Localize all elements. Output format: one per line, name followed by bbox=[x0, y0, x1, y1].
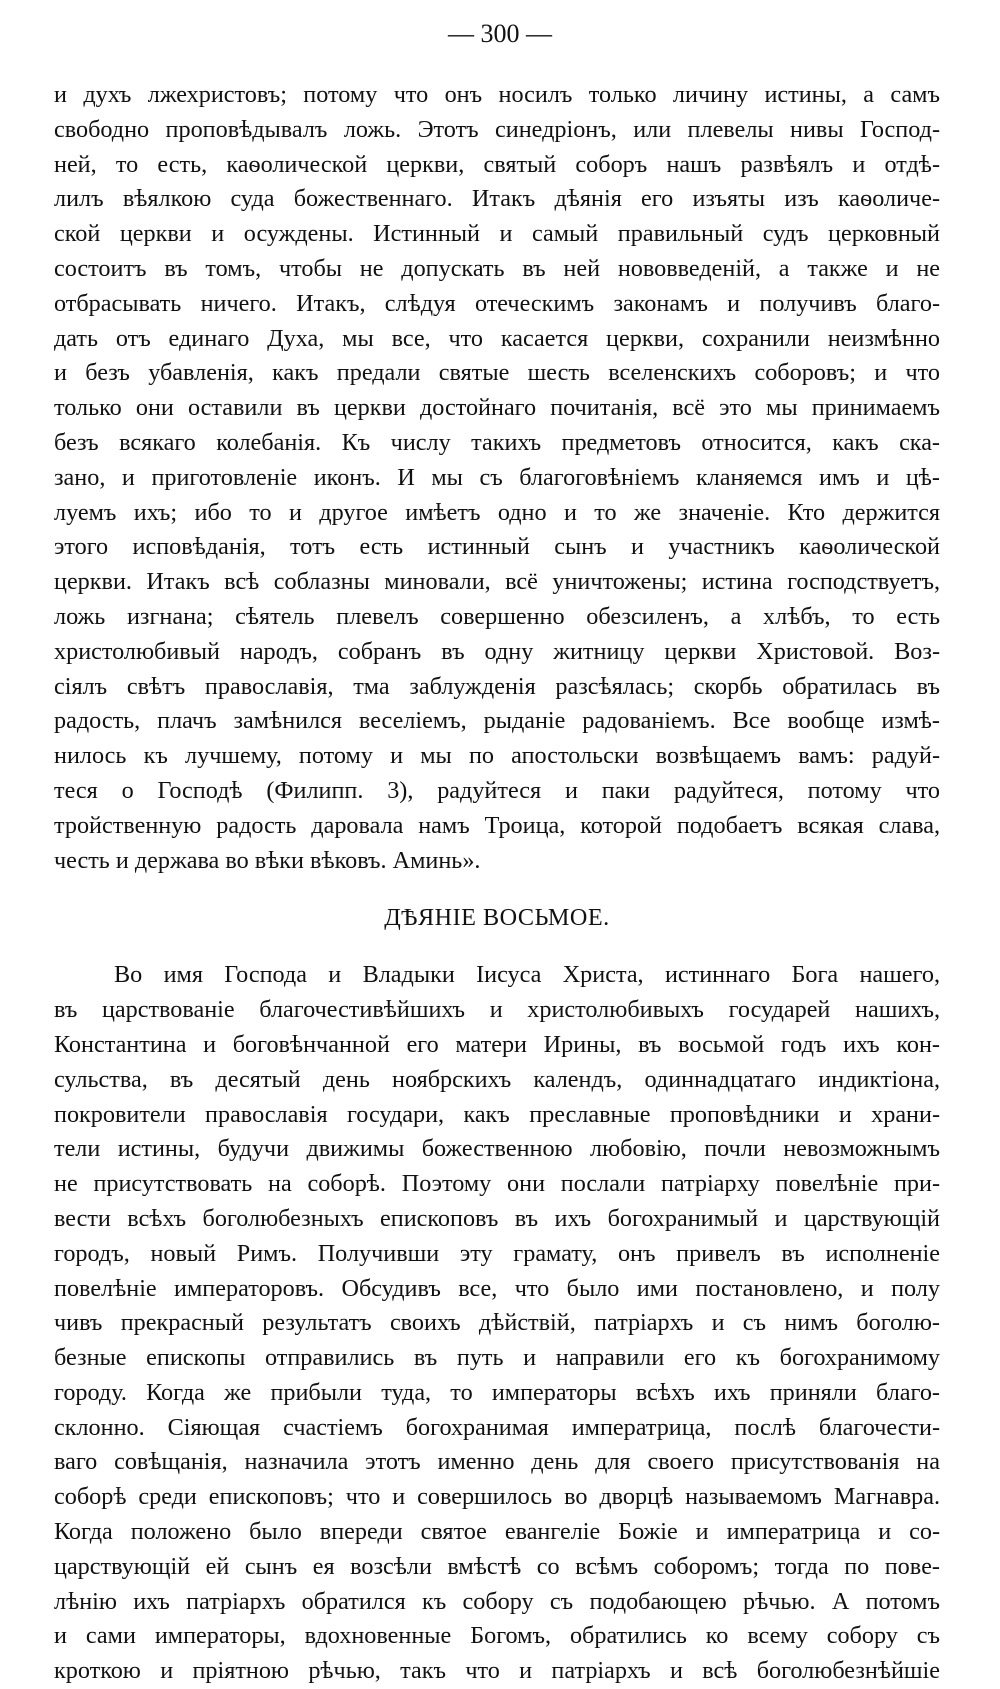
text-line: этого исповѣданія, тотъ есть истинный сынъ и участникъ каѳолической bbox=[54, 533, 940, 561]
text-line: и безъ убавленія, какъ предали святые шесть вселенскихъ соборовъ; и что bbox=[54, 359, 940, 387]
text-line: христолюбивый народъ, собранъ въ одну житницу церкви Христовой. Воз- bbox=[54, 637, 940, 665]
text-line: въ царствованіе благочестивѣйшихъ и христолюбивыхъ государей нашихъ, bbox=[54, 996, 940, 1024]
body-text bbox=[54, 78, 940, 1689]
text-line: отбрасывать ничего. Итакъ, слѣдуя отеческимъ законамъ и получивъ благо- bbox=[54, 289, 940, 317]
text-line: лѣнію ихъ патріархъ обратился къ собору съ подобающею рѣчью. А потомъ bbox=[54, 1587, 940, 1615]
text-line: тройственную радость даровала намъ Троица, которой подобаетъ всякая слава, bbox=[54, 811, 940, 839]
text-line: состоитъ въ томъ, чтобы не допускать въ ней нововведеній, а также и не bbox=[54, 254, 940, 282]
text-line: покровители православія государи, какъ преславные проповѣдники и храни- bbox=[54, 1100, 940, 1128]
text-line: безные епископы отправились въ путь и направили его къ богохранимому bbox=[54, 1344, 940, 1372]
text-line: ской церкви и осуждены. Истинный и самый правильный судъ церковный bbox=[54, 220, 940, 248]
text-line: безъ всякаго колебанія. Къ числу такихъ предметовъ относится, какъ ска- bbox=[54, 428, 940, 456]
text-line: Константина и боговѣнчанной его матери Ирины, въ восьмой годъ ихъ кон- bbox=[54, 1030, 940, 1058]
text-line: церкви. Итакъ всѣ соблазны миновали, всё уничтожены; истина господствуетъ, bbox=[54, 568, 940, 596]
text-line: нилось къ лучшему, потому и мы по апостольски возвѣщаемъ вамъ: радуй- bbox=[54, 742, 940, 770]
text-line: ложь изгнана; сѣятель плевелъ совершенно обезсиленъ, а хлѣбъ, то есть bbox=[54, 602, 940, 630]
text-line: склонно. Сіяющая счастіемъ богохранимая императрица, послѣ благочести- bbox=[54, 1413, 940, 1441]
paragraph-1 bbox=[54, 78, 940, 878]
text-line: и сами императоры, вдохновенные Богомъ, обратились ко всему собору съ bbox=[54, 1622, 940, 1650]
text-line: луемъ ихъ; ибо то и другое имѣетъ одно и то же значеніе. Кто держится bbox=[54, 498, 940, 526]
text-line: чивъ прекрасный результатъ своихъ дѣйствій, патріархъ и съ нимъ боголю- bbox=[54, 1309, 940, 1337]
text-line: лилъ вѣялкою суда божественнаго. Итакъ дѣянія его изъяты изъ каѳоличе- bbox=[54, 185, 940, 213]
text-line: Во имя Господа и Владыки Іисуса Христа, истиннаго Бога нашего, bbox=[114, 961, 940, 989]
text-line: сіялъ свѣтъ православія, тма заблужденія разсѣялась; скорбь обратилась въ bbox=[54, 672, 940, 700]
text-line: тели истины, будучи движимы божественною любовію, почли невозможнымъ bbox=[54, 1135, 940, 1163]
text-line: радость, плачъ замѣнился веселіемъ, рыданіе радованіемъ. Все вообще измѣ- bbox=[54, 707, 940, 735]
text-line: Когда положено было впереди святое евангеліе Божіе и императрица и со- bbox=[54, 1518, 940, 1546]
paragraph-2 bbox=[54, 958, 940, 1689]
text-line: и духъ лжехристовъ; потому что онъ носилъ только личину истины, а самъ bbox=[54, 81, 940, 108]
text-line: городу. Когда же прибыли туда, то императоры всѣхъ ихъ приняли благо- bbox=[54, 1378, 940, 1406]
text-line: зано, и приготовленіе иконъ. И мы съ благоговѣніемъ кланяемся имъ и цѣ- bbox=[54, 463, 940, 491]
text-line: городъ, новый Римъ. Получивши эту грамату, онъ привелъ въ исполненіе bbox=[54, 1239, 940, 1267]
text-line: дать отъ единаго Духа, мы все, что касается церкви, сохранили неизмѣнно bbox=[54, 324, 940, 352]
page-number: — 300 — bbox=[448, 19, 552, 48]
text-line: соборѣ среди епископовъ; что и совершилось во дворцѣ называемомъ Магнавра. bbox=[54, 1483, 940, 1511]
text-line: царствующій ей сынъ ея возсѣли вмѣстѣ со всѣмъ соборомъ; тогда по повe- bbox=[54, 1552, 940, 1580]
section-heading: ДѢЯНІЕ ВОСЬМОЕ. bbox=[384, 904, 610, 932]
text-line: не присутствовать на соборѣ. Поэтому они послали патріарху повелѣніе при- bbox=[54, 1170, 940, 1198]
text-line: только они оставили въ церкви достойнаго почитанія, всё это мы принимаемъ bbox=[54, 394, 940, 422]
text-line: теся о Господѣ (Филипп. 3), радуйтеся и паки радуйтеся, потому что bbox=[54, 776, 940, 804]
text-line: свободно проповѣдывалъ ложь. Этотъ синедріонъ, или плевелы нивы Господ- bbox=[54, 115, 940, 143]
text-line: ней, то есть, каѳолической церкви, святый соборъ нашъ развѣялъ и отдѣ- bbox=[54, 150, 940, 178]
text-line: повелѣніе императоровъ. Обсудивъ все, что было ими постановлено, и полу bbox=[54, 1274, 940, 1302]
text-line: кроткою и пріятною рѣчью, такъ что и патріархъ и всѣ боголюбезнѣйшіе bbox=[54, 1657, 940, 1685]
text-line: сульства, въ десятый день ноябрскихъ календъ, одиннадцатаго индиктіона, bbox=[54, 1065, 940, 1093]
text-line: честь и держава во вѣки вѣковъ. Аминь». bbox=[54, 846, 481, 874]
text-line: ваго совѣщанія, назначила этотъ именно день для своего присутствованія на bbox=[54, 1448, 940, 1476]
text-line: вести всѣхъ боголюбезныхъ епископовъ въ ихъ богохранимый и царствующій bbox=[54, 1204, 940, 1232]
